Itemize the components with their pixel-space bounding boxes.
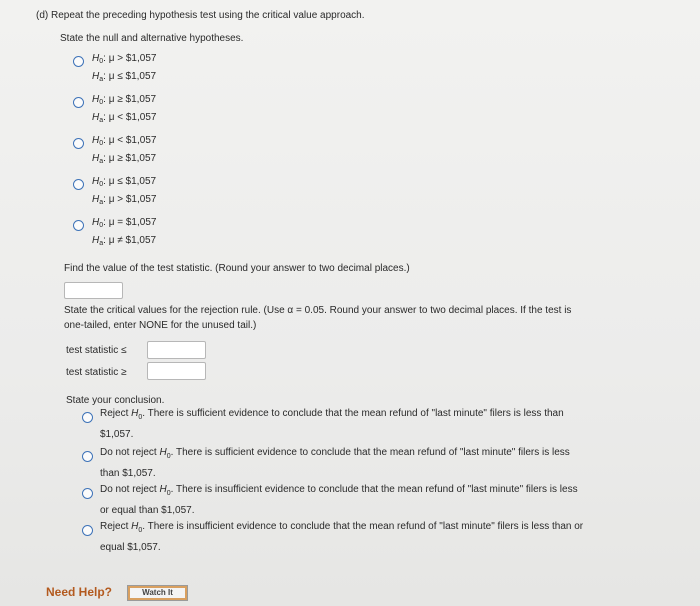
radio-button[interactable] (73, 138, 84, 149)
conclusion-text: Do not reject $H_0$. There is insufficient evidence to conclude that the mean refund of "last minute" filers is less or equal than $1,057. (100, 484, 578, 516)
radio-button[interactable] (82, 525, 93, 536)
conclusion-prompt: State your conclusion. (66, 395, 165, 406)
part-title: (d) Repeat the preceding hypothesis test using the critical value approach. (36, 10, 365, 21)
conclusion-text: Reject $H_0$. There is insufficient evidence to conclude that the mean refund of "last minute" filers is less than or equal $1,057. (100, 521, 584, 553)
lower-critical-input[interactable] (147, 341, 206, 359)
radio-button[interactable] (82, 451, 93, 462)
null-hypothesis: $H_0$: μ ≤ $1,057 (92, 176, 157, 188)
conclusion-text: Do not reject $H_0$. There is sufficient evidence to conclude that the mean refund of "last minute" filers is less than $1,057. (100, 447, 570, 479)
radio-button[interactable] (73, 56, 84, 67)
test-statistic-prompt: Find the value of the test statistic. (Round your answer to two decimal places.) (64, 263, 410, 274)
need-help-label: Need Help? (46, 585, 113, 599)
alternative-hypothesis: $H_a$: μ ≠ $1,057 (92, 235, 157, 247)
hypotheses-prompt: State the null and alternative hypotheses. (60, 33, 244, 44)
watch-it-button[interactable]: Watch It (127, 585, 188, 601)
radio-button[interactable] (82, 488, 93, 499)
conclusion-text: Reject $H_0$. There is sufficient evidence to conclude that the mean refund of "last minute" filers is less than $1,057. (100, 408, 564, 440)
radio-button[interactable] (82, 412, 93, 423)
alternative-hypothesis: $H_a$: μ ≥ $1,057 (92, 153, 157, 165)
null-hypothesis: $H_0$: μ < $1,057 (92, 135, 157, 147)
alternative-hypothesis: $H_a$: μ > $1,057 (92, 194, 157, 206)
lower-critical-label: test statistic ≤ (66, 345, 127, 356)
radio-button[interactable] (73, 220, 84, 231)
critical-values-prompt-line2: one-tailed, enter NONE for the unused tail.) (64, 320, 257, 331)
radio-button[interactable] (73, 97, 84, 108)
critical-values-prompt-line1: State the critical values for the rejection rule. (Use α = 0.05. Round your answer to two decimal places. If the test is (64, 305, 572, 316)
radio-button[interactable] (73, 179, 84, 190)
alternative-hypothesis: $H_a$: μ < $1,057 (92, 112, 157, 124)
null-hypothesis: $H_0$: μ ≥ $1,057 (92, 94, 157, 106)
upper-critical-input[interactable] (147, 362, 206, 380)
null-hypothesis: $H_0$: μ > $1,057 (92, 53, 157, 65)
upper-critical-label: test statistic ≥ (66, 367, 127, 378)
test-statistic-input[interactable] (64, 282, 123, 299)
null-hypothesis: $H_0$: μ = $1,057 (92, 217, 157, 229)
alternative-hypothesis: $H_a$: μ ≤ $1,057 (92, 71, 157, 83)
